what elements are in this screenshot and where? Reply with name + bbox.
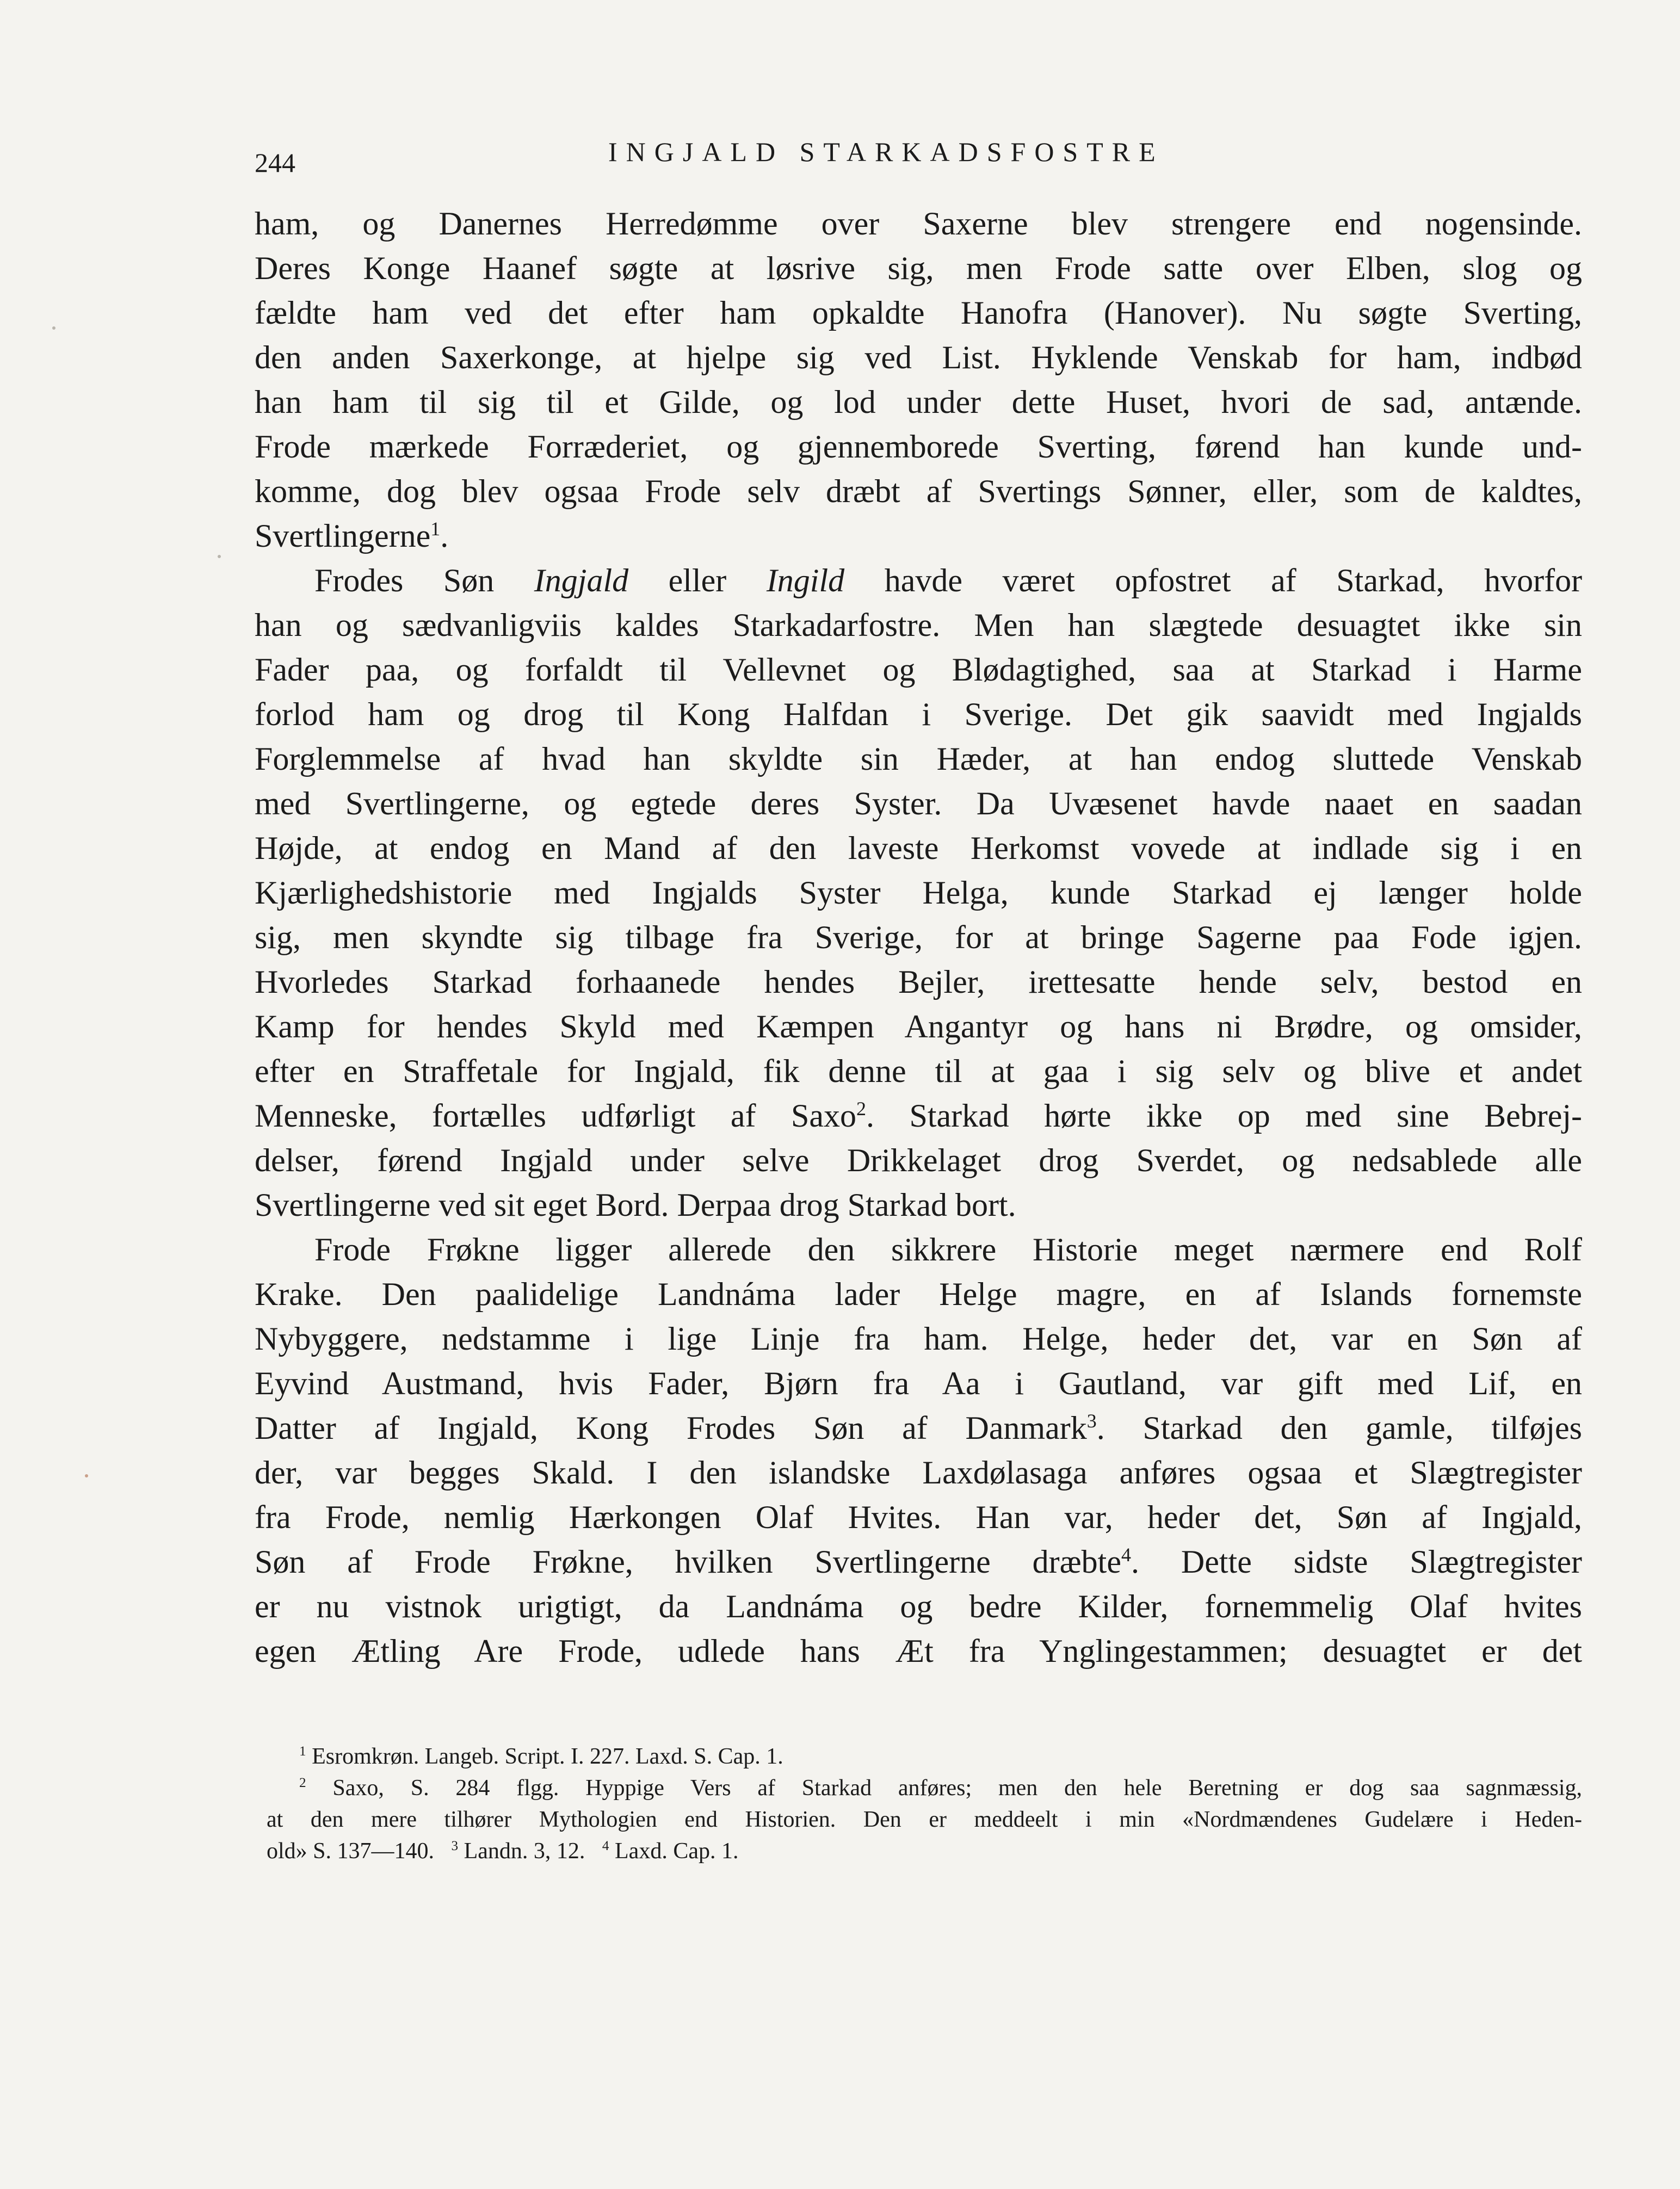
text-segment: Frodes Søn xyxy=(314,562,495,598)
text-line: forlod ham og drog til Kong Halfdan i Sverige. Det gik saavidt med Ingjalds xyxy=(255,696,1582,732)
text-line xyxy=(255,1539,1582,1584)
text-line xyxy=(255,1093,1582,1138)
text-segment: . Starkad den gamle, tilføjes xyxy=(1096,1410,1583,1446)
footnote-ref: 2 xyxy=(856,1098,867,1120)
text-segment: havde været opfostret af Starkad, hvorfor xyxy=(884,562,1583,598)
italic-name: Ingild xyxy=(766,562,845,598)
footnote-2-end xyxy=(267,1835,1582,1867)
page-number: 244 xyxy=(255,147,295,178)
text-segment: Datter af Ingjald, Kong Frodes Søn af Danmark xyxy=(255,1410,1087,1446)
footnote-text: Laxd. Cap. 1. xyxy=(615,1839,739,1864)
text-line: Frode Frøkne ligger allerede den sikkrere Historie meget nærmere end Rolf xyxy=(314,1232,1582,1267)
text-line: Krake. Den paalidelige Landnáma lader Helge magre, en af Islands fornemste xyxy=(255,1276,1582,1312)
page-header xyxy=(255,136,1582,185)
text-line: ham, og Danernes Herredømme over Saxerne blev strengere end nogensinde. xyxy=(255,206,1582,242)
footnote-text: Esromkrøn. Langeb. Script. I. 227. Laxd. S. Cap. 1. xyxy=(312,1744,783,1769)
footnote-marker: 1 xyxy=(299,1744,306,1759)
footnote-text: Saxo, S. 284 flgg. Hyppige Vers af Starkad anføres; men den hele Beretning er dog saa sagnmæssig, xyxy=(332,1776,1582,1801)
text-line: efter en Straffetale for Ingjald, fik denne til at gaa i sig selv og blive et andet xyxy=(255,1053,1582,1089)
text-segment: Menneske, fortælles udførligt af Saxo xyxy=(255,1098,857,1134)
body-text xyxy=(255,201,1582,1673)
text-line: der, var begges Skald. I den islandske Laxdølasaga anføres ogsaa et Slægtregister xyxy=(255,1455,1582,1491)
footnote-ref: 1 xyxy=(430,518,441,540)
text-line xyxy=(255,514,1582,558)
text-line: Svertlingerne ved sit eget Bord. Derpaa drog Starkad bort. xyxy=(255,1187,1016,1223)
text-line: den anden Saxerkonge, at hjelpe sig ved List. Hyklende Venskab for ham, indbød xyxy=(255,339,1582,375)
text-line: egen Ætling Are Frode, udlede hans Æt fra Ynglingestammen; desuagtet er det xyxy=(255,1633,1582,1669)
text-segment: . xyxy=(440,518,449,554)
text-line: Forglemmelse af hvad han skyldte sin Hæder, at han endog sluttede Venskab xyxy=(255,741,1582,777)
footnote-marker: 4 xyxy=(602,1839,609,1853)
text-line: er nu vistnok urigtigt, da Landnáma og bedre Kilder, fornemmelig Olaf hvites xyxy=(255,1588,1582,1624)
text-segment: Søn af Frode Frøkne, hvilken Svertlingerne dræbte xyxy=(255,1544,1121,1580)
text-line: Højde, at endog en Mand af den laveste Herkomst vovede at indlade sig i en xyxy=(255,830,1582,866)
footnote-1 xyxy=(267,1741,1582,1772)
text-line: Hvorledes Starkad forhaanede hendes Bejler, irettesatte hende selv, bestod en xyxy=(255,964,1582,1000)
text-line: Nybyggere, nedstamme i lige Linje fra ham. Helge, heder det, var en Søn af xyxy=(255,1321,1582,1357)
footnote-text: old» S. 137—140. xyxy=(267,1839,435,1864)
text-line xyxy=(255,558,1582,603)
paper-speck xyxy=(52,326,55,330)
footnote-2 xyxy=(267,1772,1582,1804)
text-segment: Svertlingerne xyxy=(255,518,431,554)
text-segment: . Dette sidste Slægtregister xyxy=(1131,1544,1582,1580)
text-line: fældte ham ved det efter ham opkaldte Hanofra (Hanover). Nu søgte Sverting, xyxy=(255,295,1582,331)
paper-speck xyxy=(85,1474,88,1477)
text-line: med Svertlingerne, og egtede deres Syster. Da Uvæsenet havde naaet en saadan xyxy=(255,786,1582,821)
italic-name: Ingjald xyxy=(534,562,629,598)
text-line: sig, men skyndte sig tilbage fra Sverige, for at bringe Sagerne paa Fode igjen. xyxy=(255,919,1582,955)
text-line: Kamp for hendes Skyld med Kæmpen Angantyr og hans ni Brødre, og omsider, xyxy=(255,1009,1582,1044)
text-line: Deres Konge Haanef søgte at løsrive sig, men Frode satte over Elben, slog og xyxy=(255,250,1582,286)
footnote-2-cont: at den mere tilhører Mythologien end Historien. Den er meddeelt i min «Nordmændenes Gudelære i Heden- xyxy=(267,1807,1582,1832)
text-segment: eller xyxy=(668,562,727,598)
text-line: han og sædvanligviis kaldes Starkadarfostre. Men han slægtede desuagtet ikke sin xyxy=(255,607,1582,643)
text-line: fra Frode, nemlig Hærkongen Olaf Hvites. Han var, heder det, Søn af Ingjald, xyxy=(255,1499,1582,1535)
text-line: Frode mærkede Forræderiet, og gjennemborede Sverting, førend han kunde und- xyxy=(255,429,1582,465)
text-line: han ham til sig til et Gilde, og lod under dette Huset, hvori de sad, antænde. xyxy=(255,384,1582,420)
running-head: INGJALD STARKADSFOSTRE xyxy=(608,137,1164,167)
footnote-text: Landn. 3, 12. xyxy=(464,1839,585,1864)
footnotes xyxy=(267,1741,1582,1867)
footnote-marker: 3 xyxy=(451,1839,459,1853)
text-line: delser, førend Ingjald under selve Drikkelaget drog Sverdet, og nedsablede alle xyxy=(255,1142,1582,1178)
text-segment: . Starkad hørte ikke op med sine Bebrej- xyxy=(866,1098,1582,1134)
footnote-ref: 3 xyxy=(1086,1410,1097,1432)
paper-speck xyxy=(218,555,221,558)
text-line xyxy=(255,1406,1582,1450)
text-line: Eyvind Austmand, hvis Fader, Bjørn fra Aa i Gautland, var gift med Lif, en xyxy=(255,1365,1582,1401)
text-line: Kjærlighedshistorie med Ingjalds Syster Helga, kunde Starkad ej længer holde xyxy=(255,875,1582,911)
text-line: Fader paa, og forfaldt til Vellevnet og Blødagtighed, saa at Starkad i Harme xyxy=(255,652,1582,688)
footnote-ref: 4 xyxy=(1121,1544,1131,1566)
text-line: komme, dog blev ogsaa Frode selv dræbt af Svertings Sønner, eller, som de kaldtes, xyxy=(255,473,1582,509)
footnote-marker: 2 xyxy=(299,1776,306,1790)
